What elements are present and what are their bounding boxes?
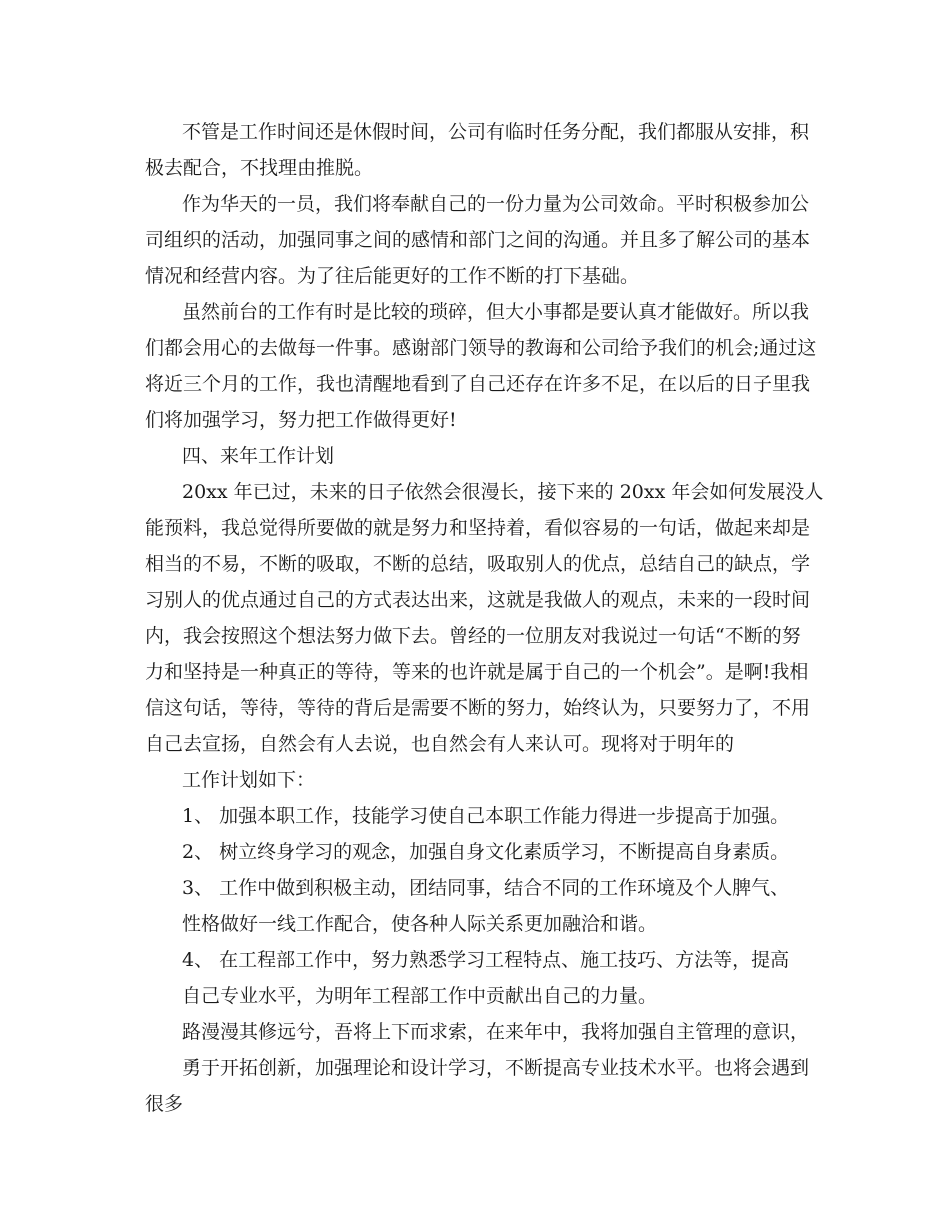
text-line: 将近三个月的工作，我也清醒地看到了自己还存在许多不足，在以后的日子里我 — [145, 373, 811, 395]
text-line: 相当的不易，不断的吸取，不断的总结，吸取别人的优点，总结自己的缺点，学 — [145, 553, 811, 575]
list-item-continuation: 自己专业水平，为明年工程部工作中贡献出自己的力量。 — [182, 985, 658, 1007]
list-item: 4、 在工程部工作中，努力熟悉学习工程特点、施工技巧、方法等，提高 — [182, 949, 790, 971]
text-line: 作为华天的一员，我们将奉献自己的一份力量为公司效命。平时积极参加公 — [182, 193, 810, 215]
text-line: 自己去宣扬，自然会有人去说，也自然会有人来认可。现将对于明年的 — [145, 733, 735, 755]
list-item: 3、 工作中做到积极主动，团结同事，结合不同的工作环境及个人脾气、 — [182, 877, 790, 899]
text-line: 工作计划如下： — [182, 769, 316, 791]
list-item: 2、 树立终身学习的观念，加强自身文化素质学习，不断提高自身素质。 — [182, 841, 790, 863]
text-line: 内，我会按照这个想法努力做下去。曾经的一位朋友对我说过一句话“不断的努 — [145, 625, 801, 647]
text-line: 们都会用心的去做每一件事。感谢部门领导的教诲和公司给予我们的机会;通过这 — [145, 337, 817, 359]
text-line: 们将加强学习，努力把工作做得更好! — [145, 409, 457, 431]
text-line: 能预料，我总觉得所要做的就是努力和坚持着，看似容易的一句话，做起来却是 — [145, 517, 811, 539]
text-line: 路漫漫其修远兮，吾将上下而求索，在来年中，我将加强自主管理的意识， — [182, 1021, 810, 1043]
text-line: 勇于开拓创新，加强理论和设计学习，不断提高专业技术水平。也将会遇到 — [182, 1057, 810, 1079]
list-item: 1、 加强本职工作，技能学习使自己本职工作能力得进一步提高于加强。 — [182, 805, 790, 827]
text-line: 习别人的优点通过自己的方式表达出来，这就是我做人的观点，未来的一段时间 — [145, 589, 811, 611]
text-line: 虽然前台的工作有时是比较的琐碎，但大小事都是要认真才能做好。所以我 — [182, 301, 810, 323]
text-line: 不管是工作时间还是休假时间，公司有临时任务分配，我们都服从安排，积 — [182, 121, 810, 143]
text-line: 力和坚持是一种真正的等待，等来的也许就是属于自己的一个机会”。是啊!我相 — [145, 661, 809, 683]
text-line: 极去配合，不找理由推脱。 — [145, 157, 374, 179]
text-line: 情况和经营内容。为了往后能更好的工作不断的打下基础。 — [145, 265, 640, 287]
list-item-continuation: 性格做好一线工作配合，使各种人际关系更加融洽和谐。 — [182, 913, 658, 935]
section-heading: 四、来年工作计划 — [182, 445, 335, 467]
text-line: 20xx 年已过，未来的日子依然会很漫长，接下来的 20xx 年会如何发展没人 — [182, 481, 824, 503]
text-line: 信这句话，等待，等待的背后是需要不断的努力，始终认为，只要努力了，不用 — [145, 697, 811, 719]
text-line: 司组织的活动，加强同事之间的感情和部门之间的沟通。并且多了解公司的基本 — [145, 229, 811, 251]
text-line: 很多 — [145, 1093, 184, 1115]
